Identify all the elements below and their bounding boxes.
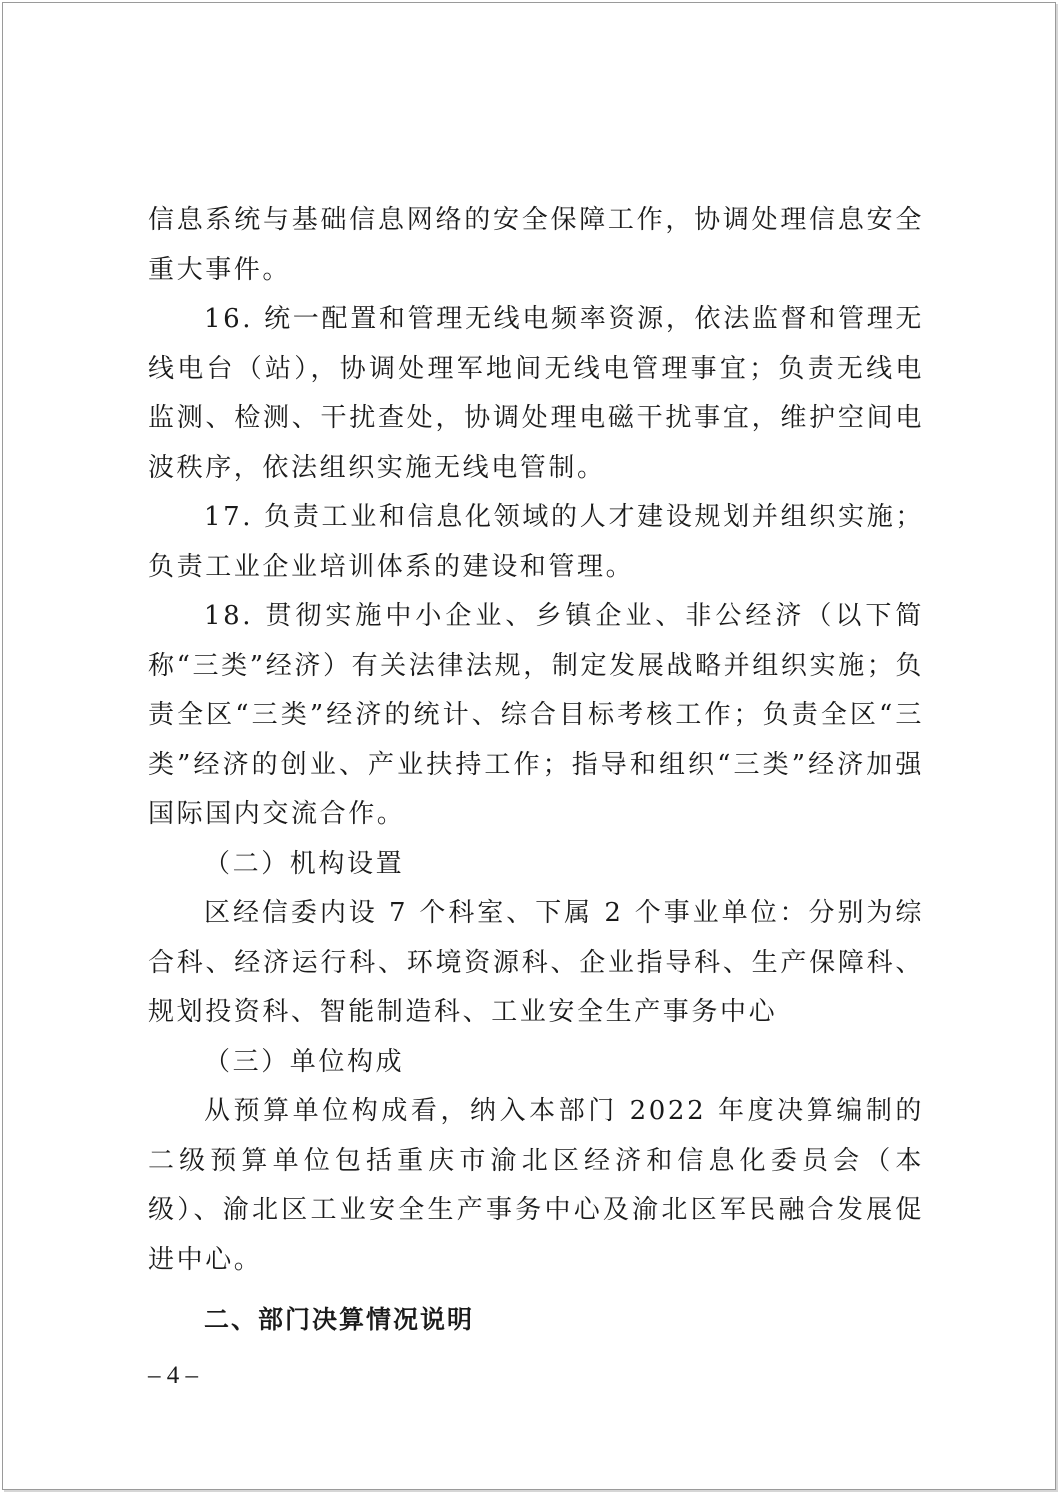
paragraph-continuation: 信息系统与基础信息网络的安全保障工作，协调处理信息安全重大事件。 (148, 205, 924, 285)
subheading-org-setup: （二）机构设置 (204, 848, 405, 879)
paragraph-item-16: 16. 统一配置和管理无线电频率资源，依法监督和管理无线电台（站），协调处理军地间无线电管理事宜；负责无线电监测、检测、干扰查处，协调处理电磁干扰事宜，维护空间电波秩序，依法组织实施无线电管制。 (148, 304, 924, 483)
paragraph-item-17: 17. 负责工业和信息化领域的人才建设规划并组织实施；负责工业企业培训体系的建设和管理。 (148, 502, 924, 582)
paragraph-unit-composition: 从预算单位构成看，纳入本部门 2022 年度决算编制的二级预算单位包括重庆市渝北区经济和信息化委员会（本级）、渝北区工业安全生产事务中心及渝北区军民融合发展促进中心。 (148, 1096, 924, 1275)
subheading-unit-composition: （三）单位构成 (204, 1046, 405, 1077)
document-body (148, 196, 924, 1345)
page-number: – 4 – (148, 1362, 198, 1389)
paragraph-item-18: 18. 贯彻实施中小企业、乡镇企业、非公经济（以下简称“三类”经济）有关法律法规，制定发展战略并组织实施；负责全区“三类”经济的统计、综合目标考核工作；负责全区“三类”经济的创业、产业扶持工作；指导和组织“三类”经济加强国际国内交流合作。 (148, 601, 924, 829)
section-heading-final-accounts: 二、部门决算情况说明 (204, 1305, 475, 1334)
paragraph-org-setup: 区经信委内设 7 个科室、下属 2 个事业单位：分别为综合科、经济运行科、环境资源科、企业指导科、生产保障科、规划投资科、智能制造科、工业安全生产事务中心 (148, 898, 924, 1027)
